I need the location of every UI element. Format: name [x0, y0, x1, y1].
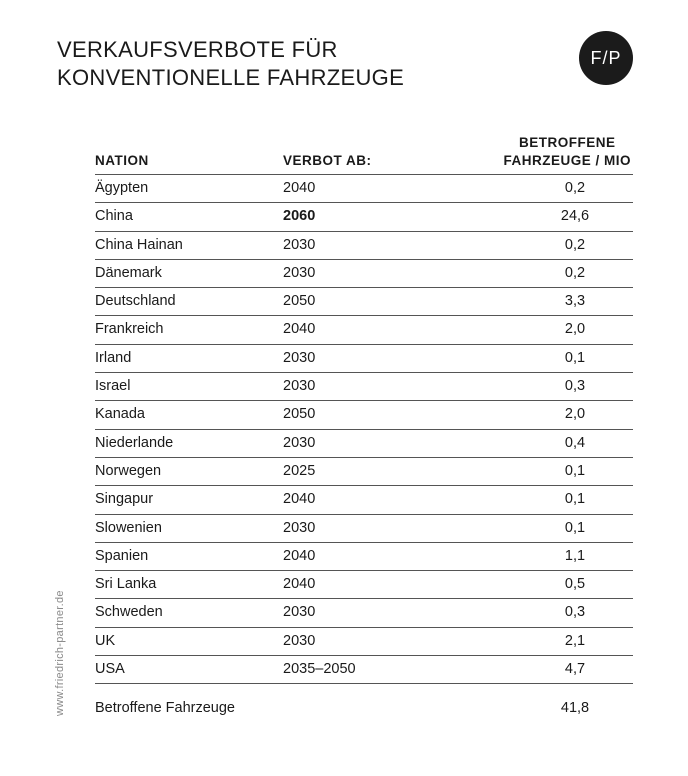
cell-year: 2060 — [283, 208, 316, 225]
cell-year: 2040 — [283, 180, 316, 196]
cell-year: 2040 — [283, 491, 316, 508]
cell-nation: Deutschland — [95, 293, 176, 310]
cell-year: 2030 — [283, 632, 316, 649]
cell-nation: Norwegen — [95, 462, 162, 479]
cell-nation: USA — [95, 661, 125, 678]
cell-year: 2040 — [283, 321, 316, 338]
table-row — [95, 515, 633, 543]
cell-year: 2025 — [283, 462, 316, 479]
cell-year: 2050 — [283, 293, 316, 310]
table-row — [95, 203, 633, 231]
cell-nation: Irland — [95, 349, 132, 366]
cell-value: 24,6 — [560, 208, 590, 225]
cell-value: 0,1 — [564, 462, 586, 479]
cell-year: 2050 — [283, 406, 316, 423]
logo-text: F/P — [590, 47, 622, 68]
cell-value: 0,1 — [564, 519, 586, 536]
table-row — [95, 571, 633, 599]
cell-nation: China — [95, 208, 133, 225]
table-row — [95, 260, 633, 288]
cell-value: 0,3 — [564, 604, 586, 621]
title-line-2: KONVENTIONELLE FAHRZEUGE — [57, 65, 405, 90]
table-row — [95, 430, 633, 458]
cell-nation: Frankreich — [95, 321, 164, 338]
cell-year: 2030 — [283, 519, 316, 536]
cell-nation: Kanada — [95, 406, 145, 423]
cell-value: 0,4 — [564, 434, 586, 451]
header-fahrzeuge — [503, 134, 631, 170]
cell-value: 0,2 — [564, 264, 586, 281]
table-row — [95, 543, 633, 571]
cell-year: 2030 — [283, 434, 316, 451]
cell-year: 2040 — [283, 547, 316, 564]
cell-value: 0,3 — [564, 378, 586, 395]
cell-nation: Niederlande — [95, 434, 174, 451]
total-label: Betroffene Fahrzeuge — [95, 700, 235, 716]
table-row — [95, 232, 633, 260]
cell-value: 0,1 — [564, 349, 586, 366]
cell-value: 0,2 — [564, 180, 586, 196]
table-header — [95, 132, 633, 175]
fp-logo — [579, 31, 633, 85]
table-row — [95, 175, 633, 203]
table-row — [95, 316, 633, 344]
cell-value: 0,5 — [564, 576, 586, 593]
cell-value: 2,0 — [564, 406, 586, 423]
table-row — [95, 628, 633, 656]
website-url: www.friedrich-partner.de — [54, 590, 66, 716]
cell-year: 2030 — [283, 378, 316, 395]
title-line-1: VERKAUFSVERBOTE FÜR — [57, 37, 338, 62]
page-title — [57, 36, 404, 92]
cell-nation: Sri Lanka — [95, 576, 157, 593]
table-row — [95, 486, 633, 514]
table-row — [95, 599, 633, 627]
table-row — [95, 373, 633, 401]
cell-year: 2030 — [283, 264, 316, 281]
cell-value: 0,1 — [564, 491, 586, 508]
cell-nation: Singapur — [95, 491, 154, 508]
table-row — [95, 345, 633, 373]
cell-year: 2030 — [283, 236, 316, 253]
table-body — [95, 175, 633, 684]
cell-year: 2030 — [283, 349, 316, 366]
cell-nation: Dänemark — [95, 264, 162, 281]
total-row — [95, 700, 633, 720]
cell-nation: Israel — [95, 378, 131, 395]
header-verbot: VERBOT AB: — [283, 153, 372, 168]
table-row — [95, 288, 633, 316]
table-row — [95, 401, 633, 429]
cell-nation: UK — [95, 632, 116, 649]
table-row — [95, 458, 633, 486]
table-row — [95, 656, 633, 684]
cell-nation: Schweden — [95, 604, 163, 621]
cell-nation: Slowenien — [95, 519, 162, 536]
cell-value: 1,1 — [564, 547, 586, 564]
cell-value: 2,1 — [564, 632, 586, 649]
cell-nation: China Hainan — [95, 236, 183, 253]
cell-value: 0,2 — [564, 236, 586, 253]
header-nation: NATION — [95, 153, 149, 168]
cell-value: 3,3 — [564, 293, 586, 310]
cell-nation: Ägypten — [95, 180, 149, 196]
cell-year: 2040 — [283, 576, 316, 593]
header-fahrzeuge-line-2: FAHRZEUGE / MIO — [503, 153, 631, 168]
cell-nation: Spanien — [95, 547, 149, 564]
cell-year: 2030 — [283, 604, 316, 621]
cell-value: 4,7 — [564, 661, 586, 678]
header-fahrzeuge-line-1: BETROFFENE — [518, 135, 616, 150]
cell-year: 2035–2050 — [283, 661, 356, 678]
cell-value: 2,0 — [564, 321, 586, 338]
total-value: 41,8 — [560, 700, 590, 716]
data-table — [95, 132, 633, 684]
